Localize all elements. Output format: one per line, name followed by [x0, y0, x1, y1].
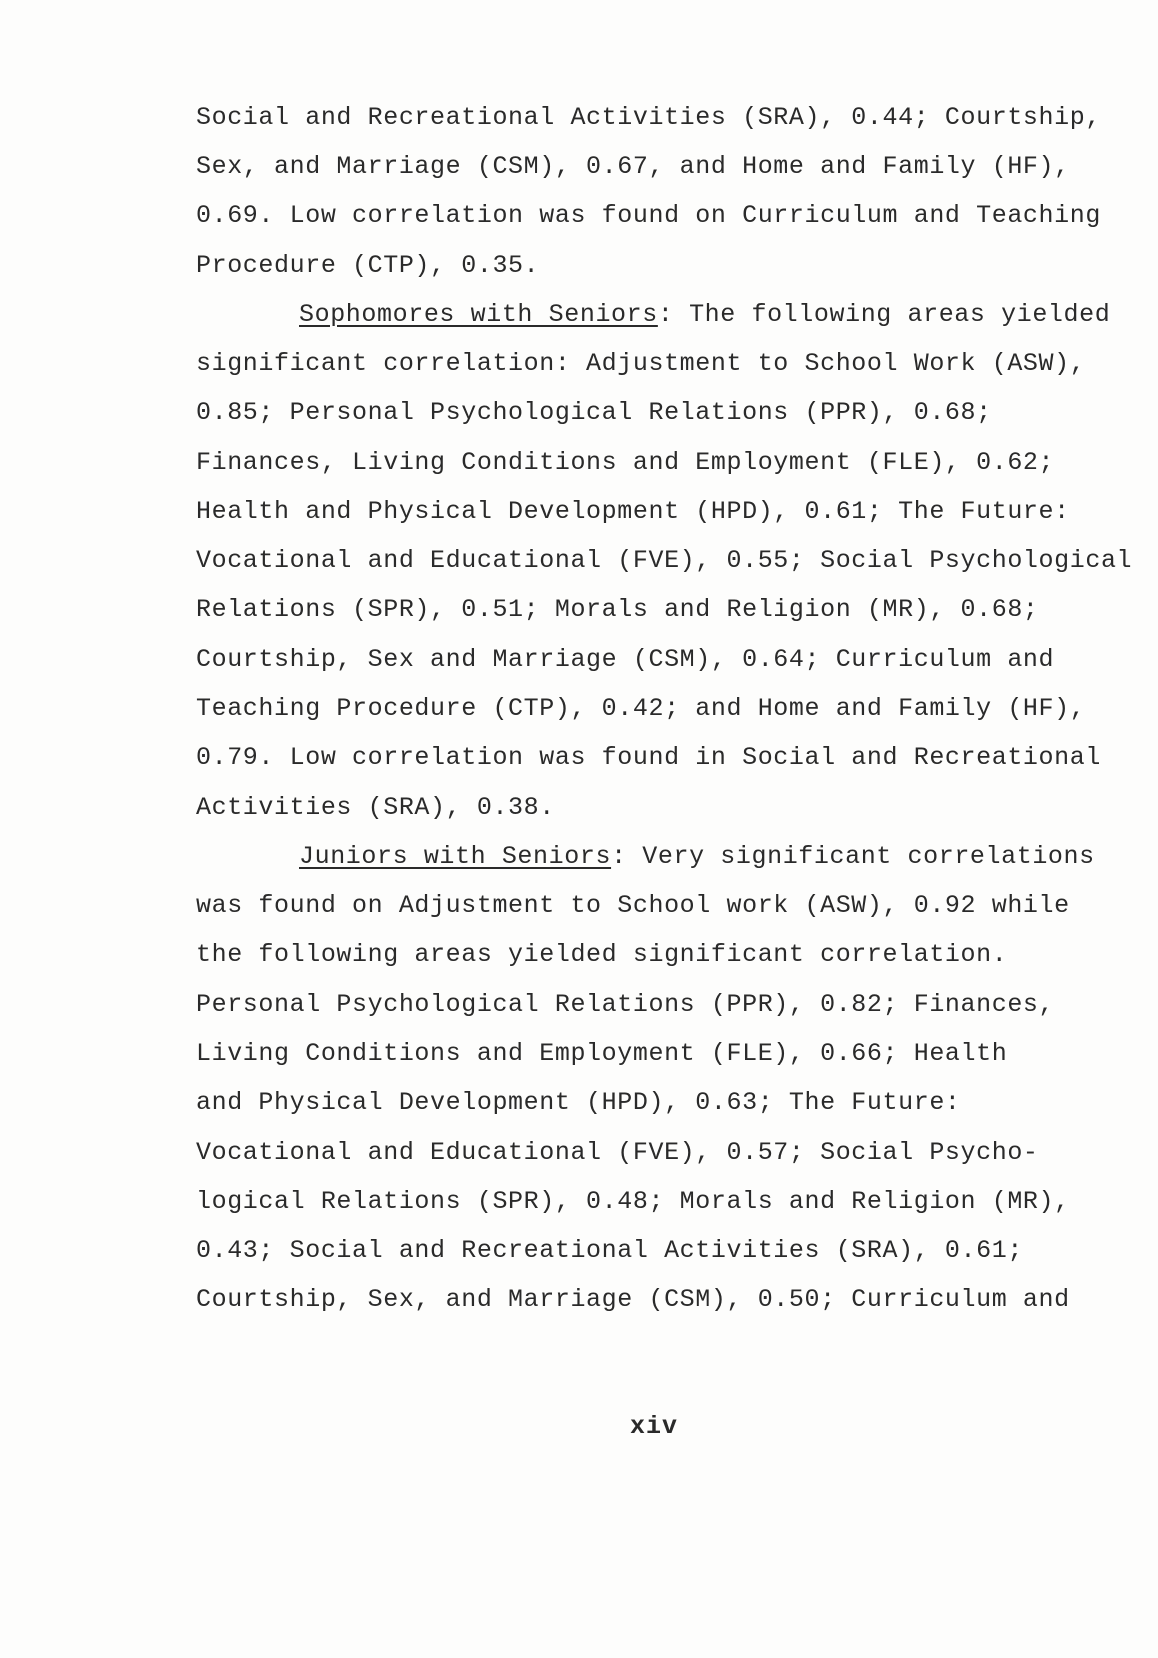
text-fragment: : The following areas yielded	[657, 300, 1111, 329]
text-fragment: : Very significant correlations	[611, 842, 1095, 871]
text-line: Social and Recreational Activities (SRA), 0.44; Courtship,	[196, 103, 1101, 132]
text-line: Relations (SPR), 0.51; Morals and Religion (MR), 0.68;	[196, 595, 1039, 624]
text-line: Finances, Living Conditions and Employment (FLE), 0.62;	[196, 448, 1055, 477]
text-line: Courtship, Sex and Marriage (CSM), 0.64; Curriculum and	[196, 645, 1055, 674]
text-line: Vocational and Educational (FVE), 0.55; Social Psychological	[196, 546, 1133, 575]
text-line: Living Conditions and Employment (FLE), 0.66; Health	[196, 1039, 1008, 1068]
text-line: Courtship, Sex, and Marriage (CSM), 0.50; Curriculum and	[196, 1285, 1070, 1314]
section-heading-sophomores-seniors: Sophomores with Seniors	[299, 300, 658, 329]
text-line: Activities (SRA), 0.38.	[196, 793, 555, 822]
text-line: and Physical Development (HPD), 0.63; The Future:	[196, 1088, 961, 1117]
text-line: Sex, and Marriage (CSM), 0.67, and Home and Family (HF),	[196, 152, 1070, 181]
text-line: 0.69. Low correlation was found on Curriculum and Teaching	[196, 201, 1101, 230]
text-line: Teaching Procedure (CTP), 0.42; and Home and Family (HF),	[196, 694, 1086, 723]
section-heading-juniors-seniors: Juniors with Seniors	[299, 842, 612, 871]
text-line: 0.79. Low correlation was found in Social and Recreational	[196, 743, 1101, 772]
text-line: significant correlation: Adjustment to School Work (ASW),	[196, 349, 1086, 378]
page-number: xiv	[630, 1412, 679, 1441]
text-line: Health and Physical Development (HPD), 0.61; The Future:	[196, 497, 1070, 526]
text-line: Vocational and Educational (FVE), 0.57; Social Psycho-	[196, 1138, 1039, 1167]
text-line: 0.85; Personal Psychological Relations (PPR), 0.68;	[196, 398, 992, 427]
text-line: the following areas yielded significant correlation.	[196, 940, 1008, 969]
text-line: logical Relations (SPR), 0.48; Morals and Religion (MR),	[196, 1187, 1070, 1216]
text-line: was found on Adjustment to School work (ASW), 0.92 while	[196, 891, 1070, 920]
text-line: 0.43; Social and Recreational Activities (SRA), 0.61;	[196, 1236, 1023, 1265]
text-line: Personal Psychological Relations (PPR), 0.82; Finances,	[196, 990, 1055, 1019]
paragraph-first-line	[299, 842, 1095, 872]
paragraph-first-line	[299, 300, 1110, 330]
text-line: Procedure (CTP), 0.35.	[196, 251, 540, 280]
